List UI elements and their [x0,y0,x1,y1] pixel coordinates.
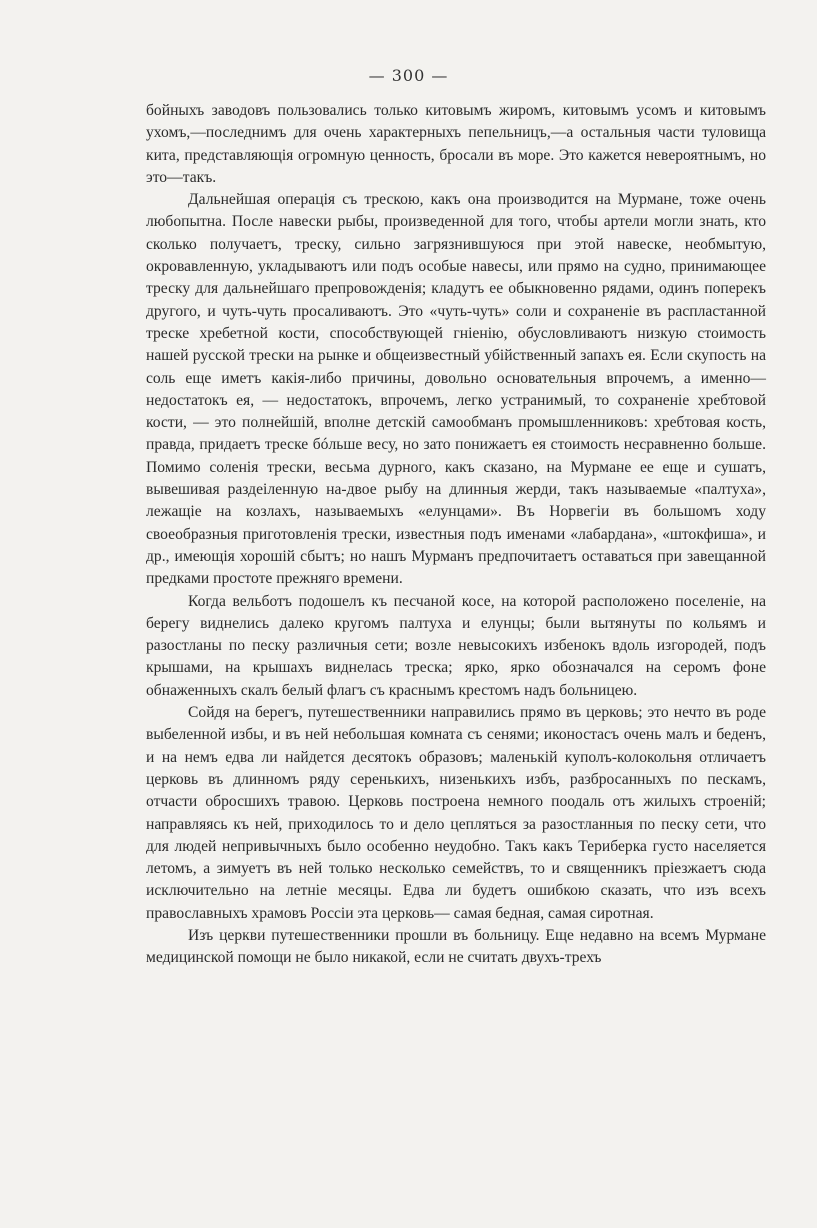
page-number: — 300 — [368,66,449,85]
paragraph: Изъ церкви путешественники прошли въ больницу. Еще недавно на всемъ Мурмане медицинской помощи не было никакой, если не считать двухъ-трехъ [146,926,766,967]
body-text [146,100,766,970]
paragraph: Когда вельботъ подошелъ къ песчаной косе, на которой расположено поселеніе, на берегу виднелись далеко кругомъ палтуха и елунцы; были вытянуты по кольямъ и разостланы по песку различныя сети; возле невысокихъ избенокъ вдоль изгородей, подъ крышами, на крышахъ виднелась треска; ярко, ярко обозначался на серомъ фоне обнаженныхъ скалъ белый флагъ съ краснымъ крестомъ надъ больницею. [146,592,766,699]
paragraph: Дальнейшая операція съ трескою, какъ она производится на Мурмане, тоже очень любопытна. После навески рыбы, произведенной для того, чтобы артели могли знать, кто сколько получаетъ, треску, сильно загрязнившуюся при этой навеске, необмытую, окровавленную, укладываютъ или подъ особые навесы, или прямо на судно, принимающее треску для дальнейшаго препровожденія; кладутъ ее обыкновенно рядами, одинъ поперекъ другого, и чуть-чуть просаливаютъ. Это «чуть-чуть» соли и сохраненіе въ распластанной треске хребетной кости, способствующей гніенію, обусловливаютъ низкую стоимость нашей русской трески на рынке и общеизвестный убійственный запахъ ея. Если скупость на соль еще иметъ какія-либо причины, довольно основательныя впрочемъ, а именно— недостатокъ ея, — недостатокъ, впрочемъ, легко устранимый, то сохраненіе хребтовой кости, — это полнейшій, вполне детскій самообманъ промышленниковъ: хребтовая кость, правда, придаетъ треске бóльше весу, но зато понижаетъ ея стоимость несравненно больше. Помимо соленія трески, весьма дурного, какъ сказано, на Мурмане ее еще и сушатъ, вывешивая раздеіленную на-двое рыбу на длинныя жерди, такъ называемые «палтуха», лежащіе на козлахъ, называемыхъ «елунцами». Въ Норвегіи въ большомъ ходу своеобразныя приготовленія трески, известныя подъ именами «лабардана», «штокфиша», и др., имеющія хорошій сбытъ; но нашъ Мурманъ предпочитаетъ оставаться при завещанной предками простоте прежняго времени. [146,191,766,588]
paragraph: Сойдя на берегъ, путешественники направились прямо въ церковь; это нечто въ роде выбеленной избы, и въ ней небольшая комната съ сенями; иконостасъ очень малъ и беденъ, и на немъ едва ли найдется десятокъ образовъ; маленькій куполъ-колокольня отличаетъ церковь въ длинномъ ряду серенькихъ, низенькихъ избъ, разбросанныхъ по пескамъ, отчасти обросшихъ травою. Церковь построена немного поодаль отъ жилыхъ строеній; направляясь къ ней, приходилось то и дело цепляться за разостланныя по песку сети, что для людей непривычныхъ было особенно неудобно. Такъ какъ Териберка густо населяется летомъ, а зимуетъ въ ней только несколько семействъ, то и священникъ пріезжаетъ сюда исключительно на летніе месяцы. Едва ли будетъ ошибкою сказать, что изъ всехъ православныхъ храмовъ Россіи эта церковь— самая бедная, самая сиротная. [146,704,766,922]
paragraph: бойныхъ заводовъ пользовались только китовымъ жиромъ, китовымъ усомъ и китовымъ ухомъ,—последнимъ для очень характерныхъ пепельницъ,—а остальныя части туловища кита, представляющія огромную ценность, бросали въ море. Это кажется невероятнымъ, но это—такъ. [146,102,766,186]
